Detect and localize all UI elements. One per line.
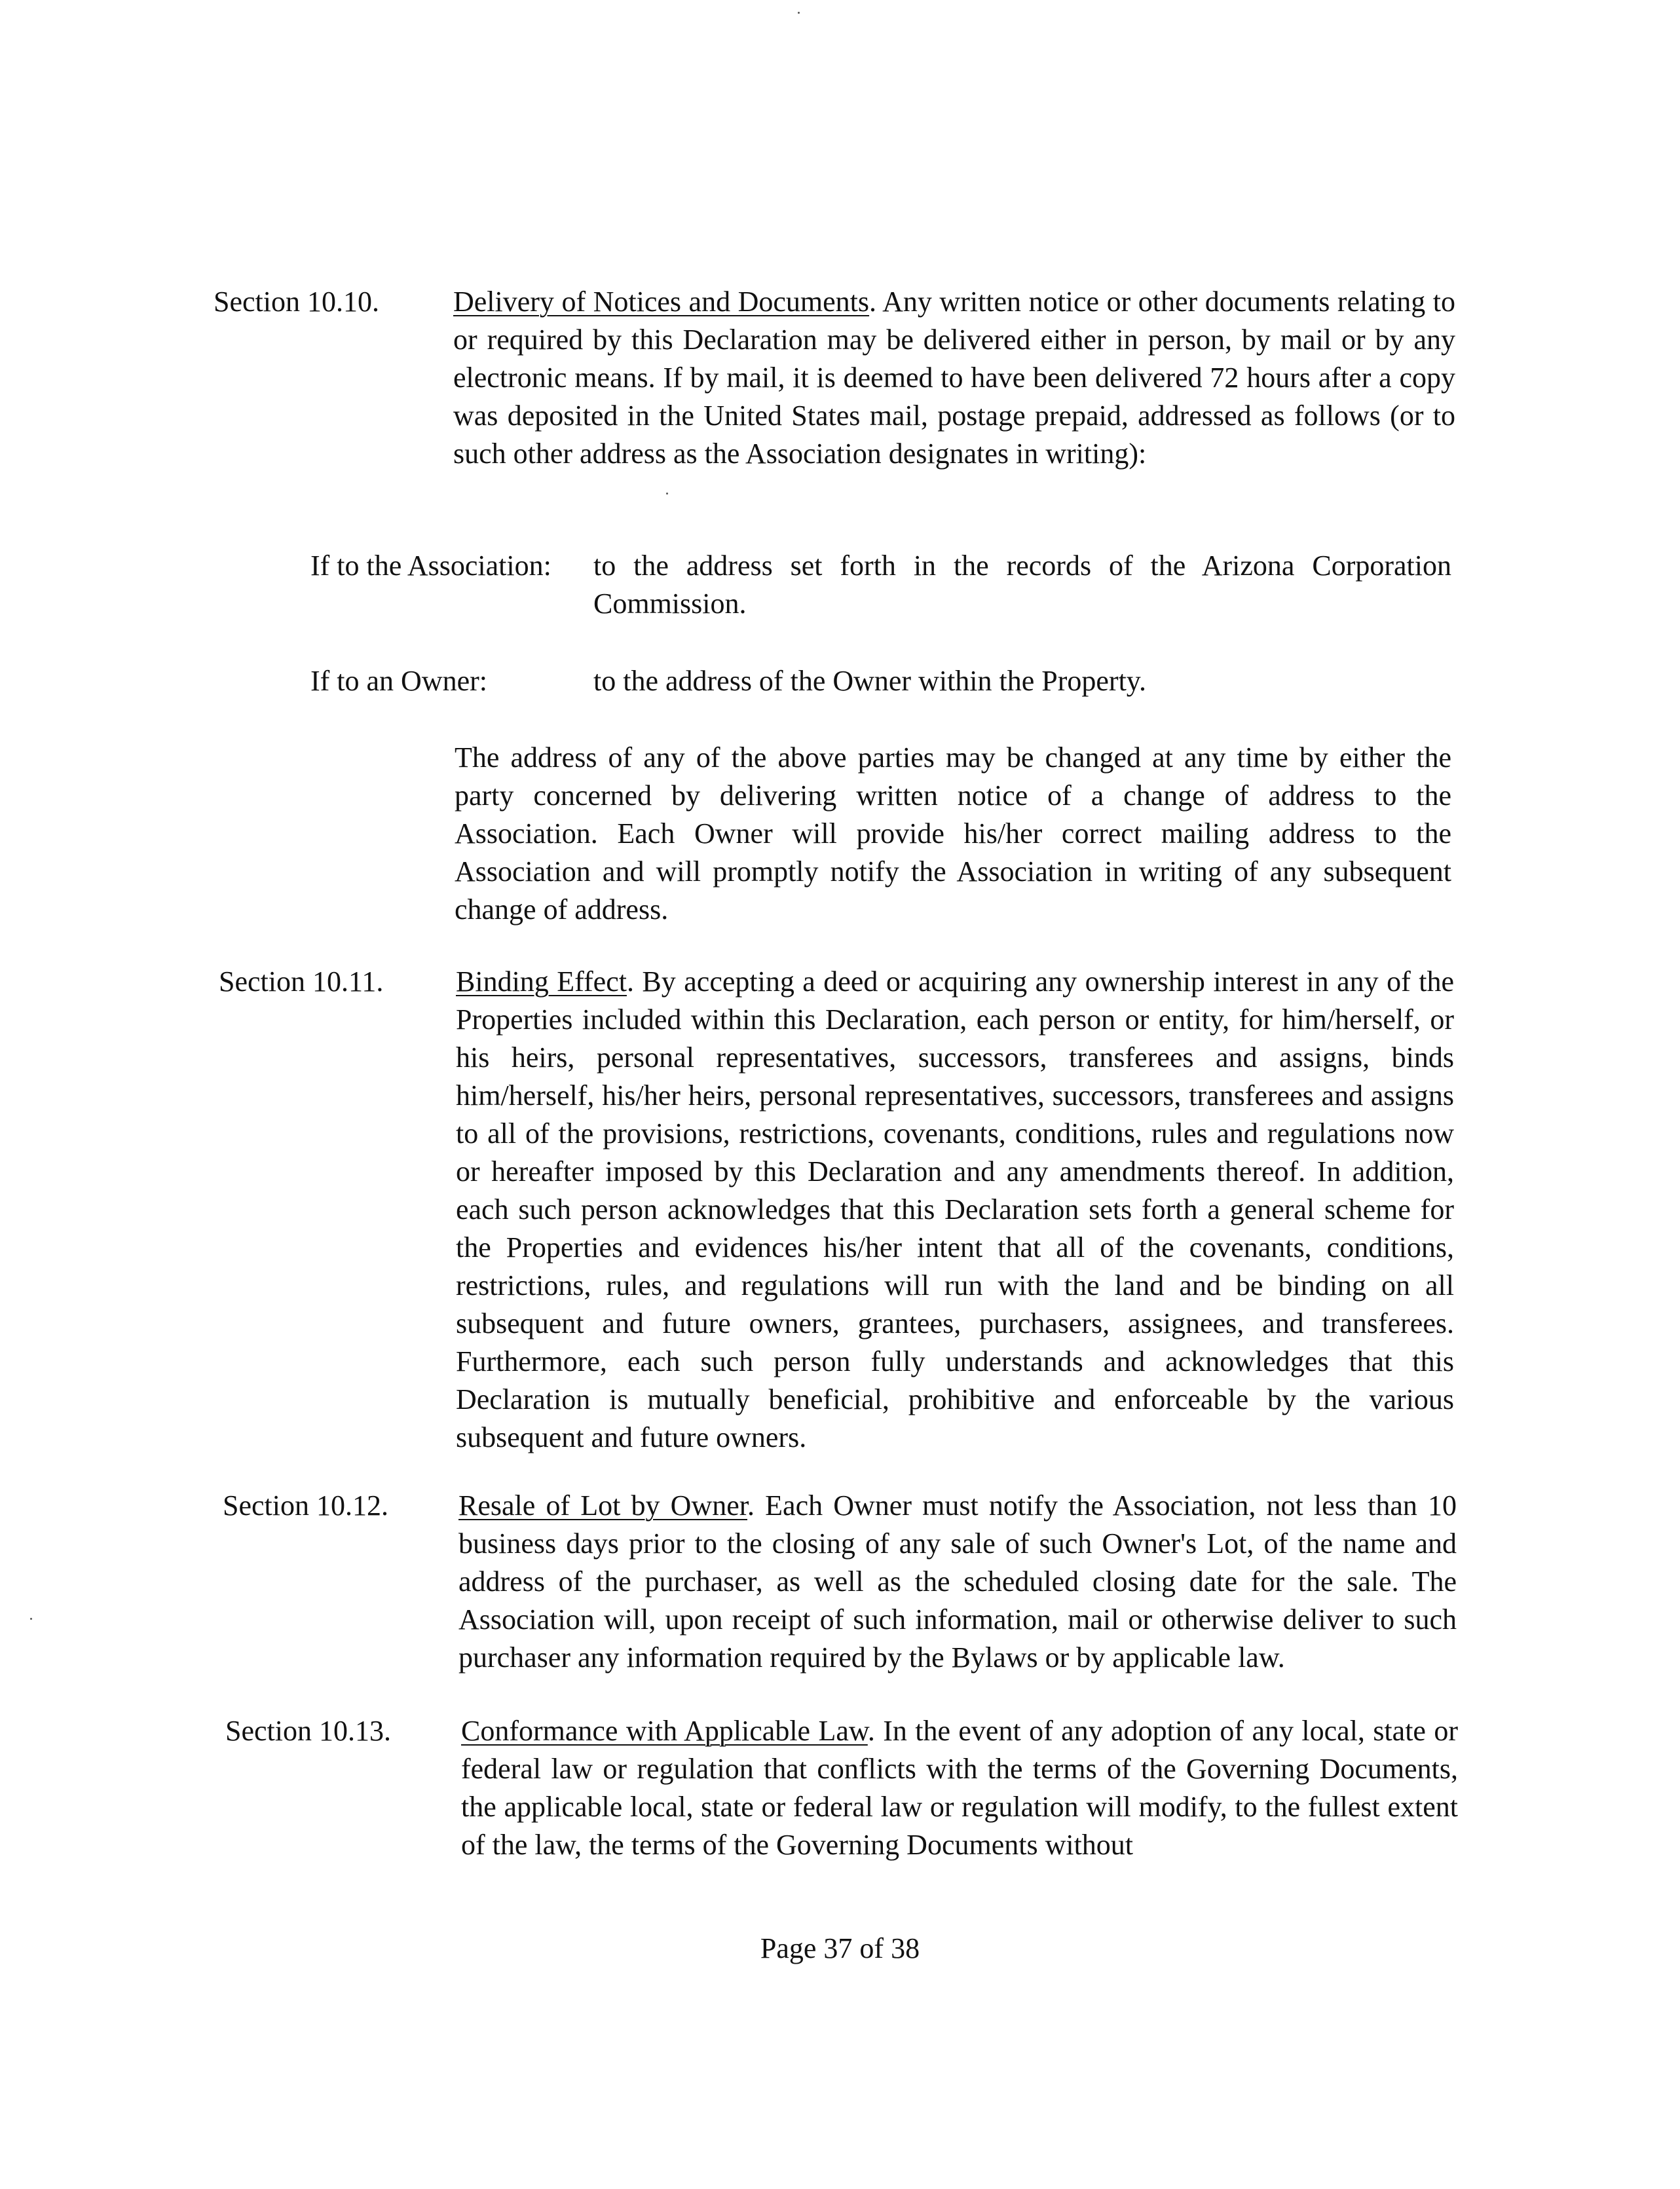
scan-speck	[798, 12, 800, 14]
section-body	[458, 1487, 1457, 1677]
section-number: Section 10.11.	[219, 965, 384, 998]
scan-speck	[666, 493, 668, 495]
section-title: Conformance with Applicable Law	[461, 1715, 868, 1747]
section-title: Binding Effect	[456, 965, 627, 998]
section-10-11	[214, 963, 1458, 1453]
section-number: Section 10.10.	[214, 286, 379, 318]
section-10-10	[214, 283, 1458, 519]
section-number: Section 10.12.	[223, 1489, 388, 1522]
section-10-13	[214, 1712, 1458, 1869]
section-text: . Each Owner must notify the Association, not less than 10 business days prior to the closing of any sale of such Owner's Lot, of the name and address of the purchaser, as well as the scheduled closing date for the sale. The Association will, upon receipt of such information, mail or otherwise deliver to such purchaser any information required by the Bylaws or by applicable law.	[458, 1489, 1457, 1674]
section-body	[453, 283, 1455, 473]
address-label-association: If to the Association:	[310, 550, 551, 582]
section-text: . Any written notice or other documents relating to or required by this Declaration may be delivered either in person, by mail or by any electronic means. If by mail, it is deemed to have been delivered 72 hours after a copy was deposited in the United States mail, postage prepaid, addressed as follows (or to such other address as the Association designates in writing):	[453, 286, 1455, 470]
section-title: Delivery of Notices and Documents	[453, 286, 870, 318]
section-text: . By accepting a deed or acquiring any ownership interest in any of the Properties included within this Declaration, each person or entity, for him/herself, or his heirs, personal representatives, successors, transferees and assigns, binds him/herself, his/her heirs, personal representatives, successors, transferees and assigns to all of the provisions, restrictions, covenants, conditions, rules and regulations now or hereafter imposed by this Declaration and any amendments thereof. In addition, each such person acknowledges that this Declaration sets forth a general scheme for the Properties and evidences his/her intent that all of the covenants, conditions, restrictions, rules, and regulations will run with the land and be binding on all subsequent and future owners, grantees, purchasers, assignees, and transferees. Furthermore, each such person fully understands and acknowledges that this Declaration is mutually beneficial, prohibitive and enforceable by the various subsequent and future owners.	[456, 965, 1454, 1453]
address-change-paragraph: The address of any of the above parties may be changed at any time by either the party concerned by delivering written notice of a change of address to the Association. Each Owner will provide his/her correct mailing address to the Association and will promptly notify the Association in writing of any subsequent change of address.	[455, 741, 1451, 926]
section-title: Resale of Lot by Owner	[458, 1489, 747, 1522]
section-number: Section 10.13.	[225, 1715, 391, 1747]
address-value-owner: to the address of the Owner within the Property.	[593, 665, 1146, 697]
section-body	[461, 1712, 1458, 1864]
page-number: Page 37 of 38	[760, 1932, 920, 1964]
section-10-12	[214, 1487, 1458, 1677]
address-value-association: to the address set forth in the records of the Arizona Corporation Commission.	[593, 550, 1451, 620]
address-label-owner: If to an Owner:	[310, 665, 488, 697]
section-text: . In the event of any adoption of any local, state or federal law or regulation that conflicts with the terms of the Governing Documents, the applicable local, state or federal law or regulation will modify, to the fullest extent of the law, the terms of the Governing Documents without	[461, 1715, 1458, 1861]
scan-speck	[30, 1618, 32, 1620]
section-body	[456, 963, 1454, 1457]
